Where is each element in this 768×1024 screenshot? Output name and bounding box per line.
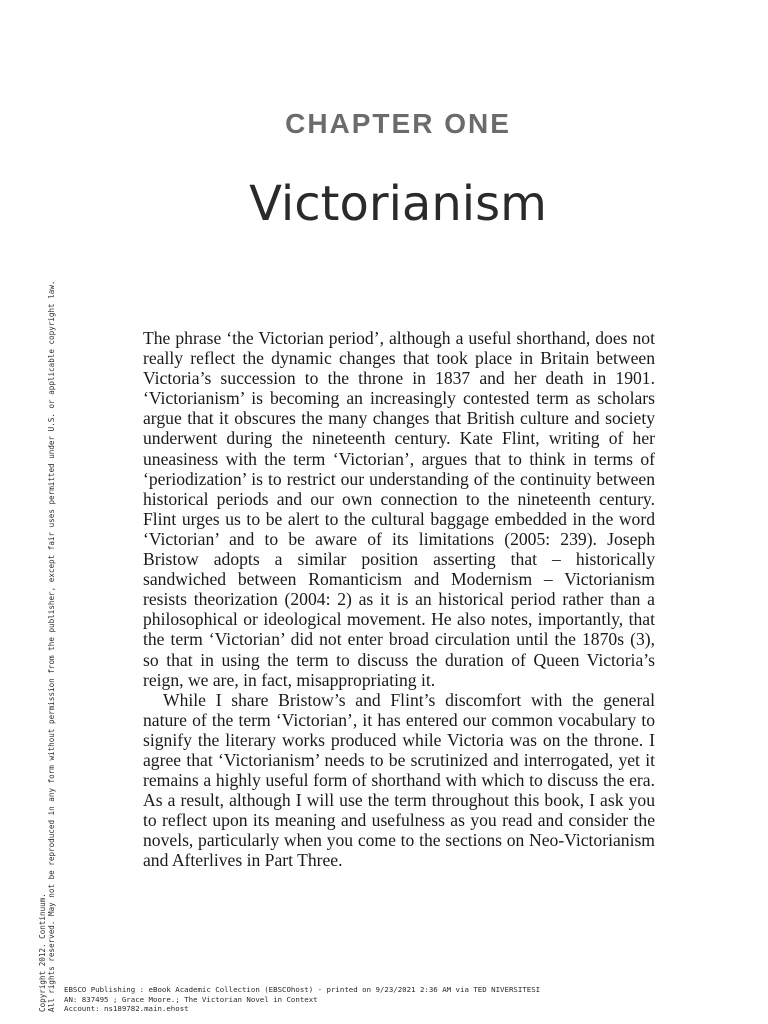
print-footer [64, 985, 540, 1014]
footer-account-line: Account: ns189782.main.ehost [64, 1004, 189, 1013]
chapter-number: CHAPTER ONE [285, 108, 511, 139]
chapter-title: Victorianism [249, 176, 547, 232]
copyright-notice [38, 272, 56, 1012]
chapter-body [143, 328, 655, 871]
footer-source-line: EBSCO Publishing : eBook Academic Collection (EBSCOhost) - printed on 9/23/2021 2:36 AM via TED NIVERSITESI [64, 985, 541, 994]
copyright-line: Copyright 2012. Continuum. [38, 893, 47, 1012]
rights-line: All rights reserved. May not be reproduced in any form without permission from the publisher, except fair uses permitted under U.S. or applicable copyright law. [47, 280, 56, 1012]
footer-book-line: AN: 837495 ; Grace Moore.; The Victorian Novel in Context [64, 994, 318, 1004]
paragraph-2: While I share Bristow’s and Flint’s discomfort with the general nature of the term ‘Victorian’, it has entered our common vocabulary to signify the literary works produced while Victoria was on the throne. I agree that ‘Victorianism’ needs to be scrutinized and interrogated, yet it remains a highly useful form of shorthand with which to discuss the era. As a result, although I will use the term throughout this book, I ask you to reflect upon its meaning and usefulness as you read and consider the novels, particularly when you come to the sections on Neo-Victorianism and Afterlives in Part Three. [143, 689, 655, 871]
paragraph-1: The phrase ‘the Victorian period’, although a useful shorthand, does not really reflect the dynamic changes that took place in Britain between Victoria’s succession to the throne in 1837 and her death in 1901. ‘Victorianism’ is becoming an increasingly contested term as scholars argue that it obscures the many changes that British culture and society underwent during the nineteenth century. Kate Flint, writing of her uneasiness with the term ‘Victorian’, argues that to think in terms of ‘periodization’ is to restrict our understanding of the continuity between historical periods and our own connection to the nineteenth century. Flint urges us to be alert to the cultural baggage embedded in the word ‘Victorian’ and to be aware of its limitations (2005: 239). Joseph Bristow adopts a similar position asserting that – historically sandwiched between Romanticism and Modernism – Victorianism resists theorization (2004: 2) as it is an historical period rather than a philosophical or ideological movement. He also notes, importantly, that the term ‘Victorian’ did not enter broad circulation until the 1870s (3), so that in using the term to discuss the duration of Queen Victoria’s reign, we are, in fact, misappropriating it. [143, 328, 655, 690]
